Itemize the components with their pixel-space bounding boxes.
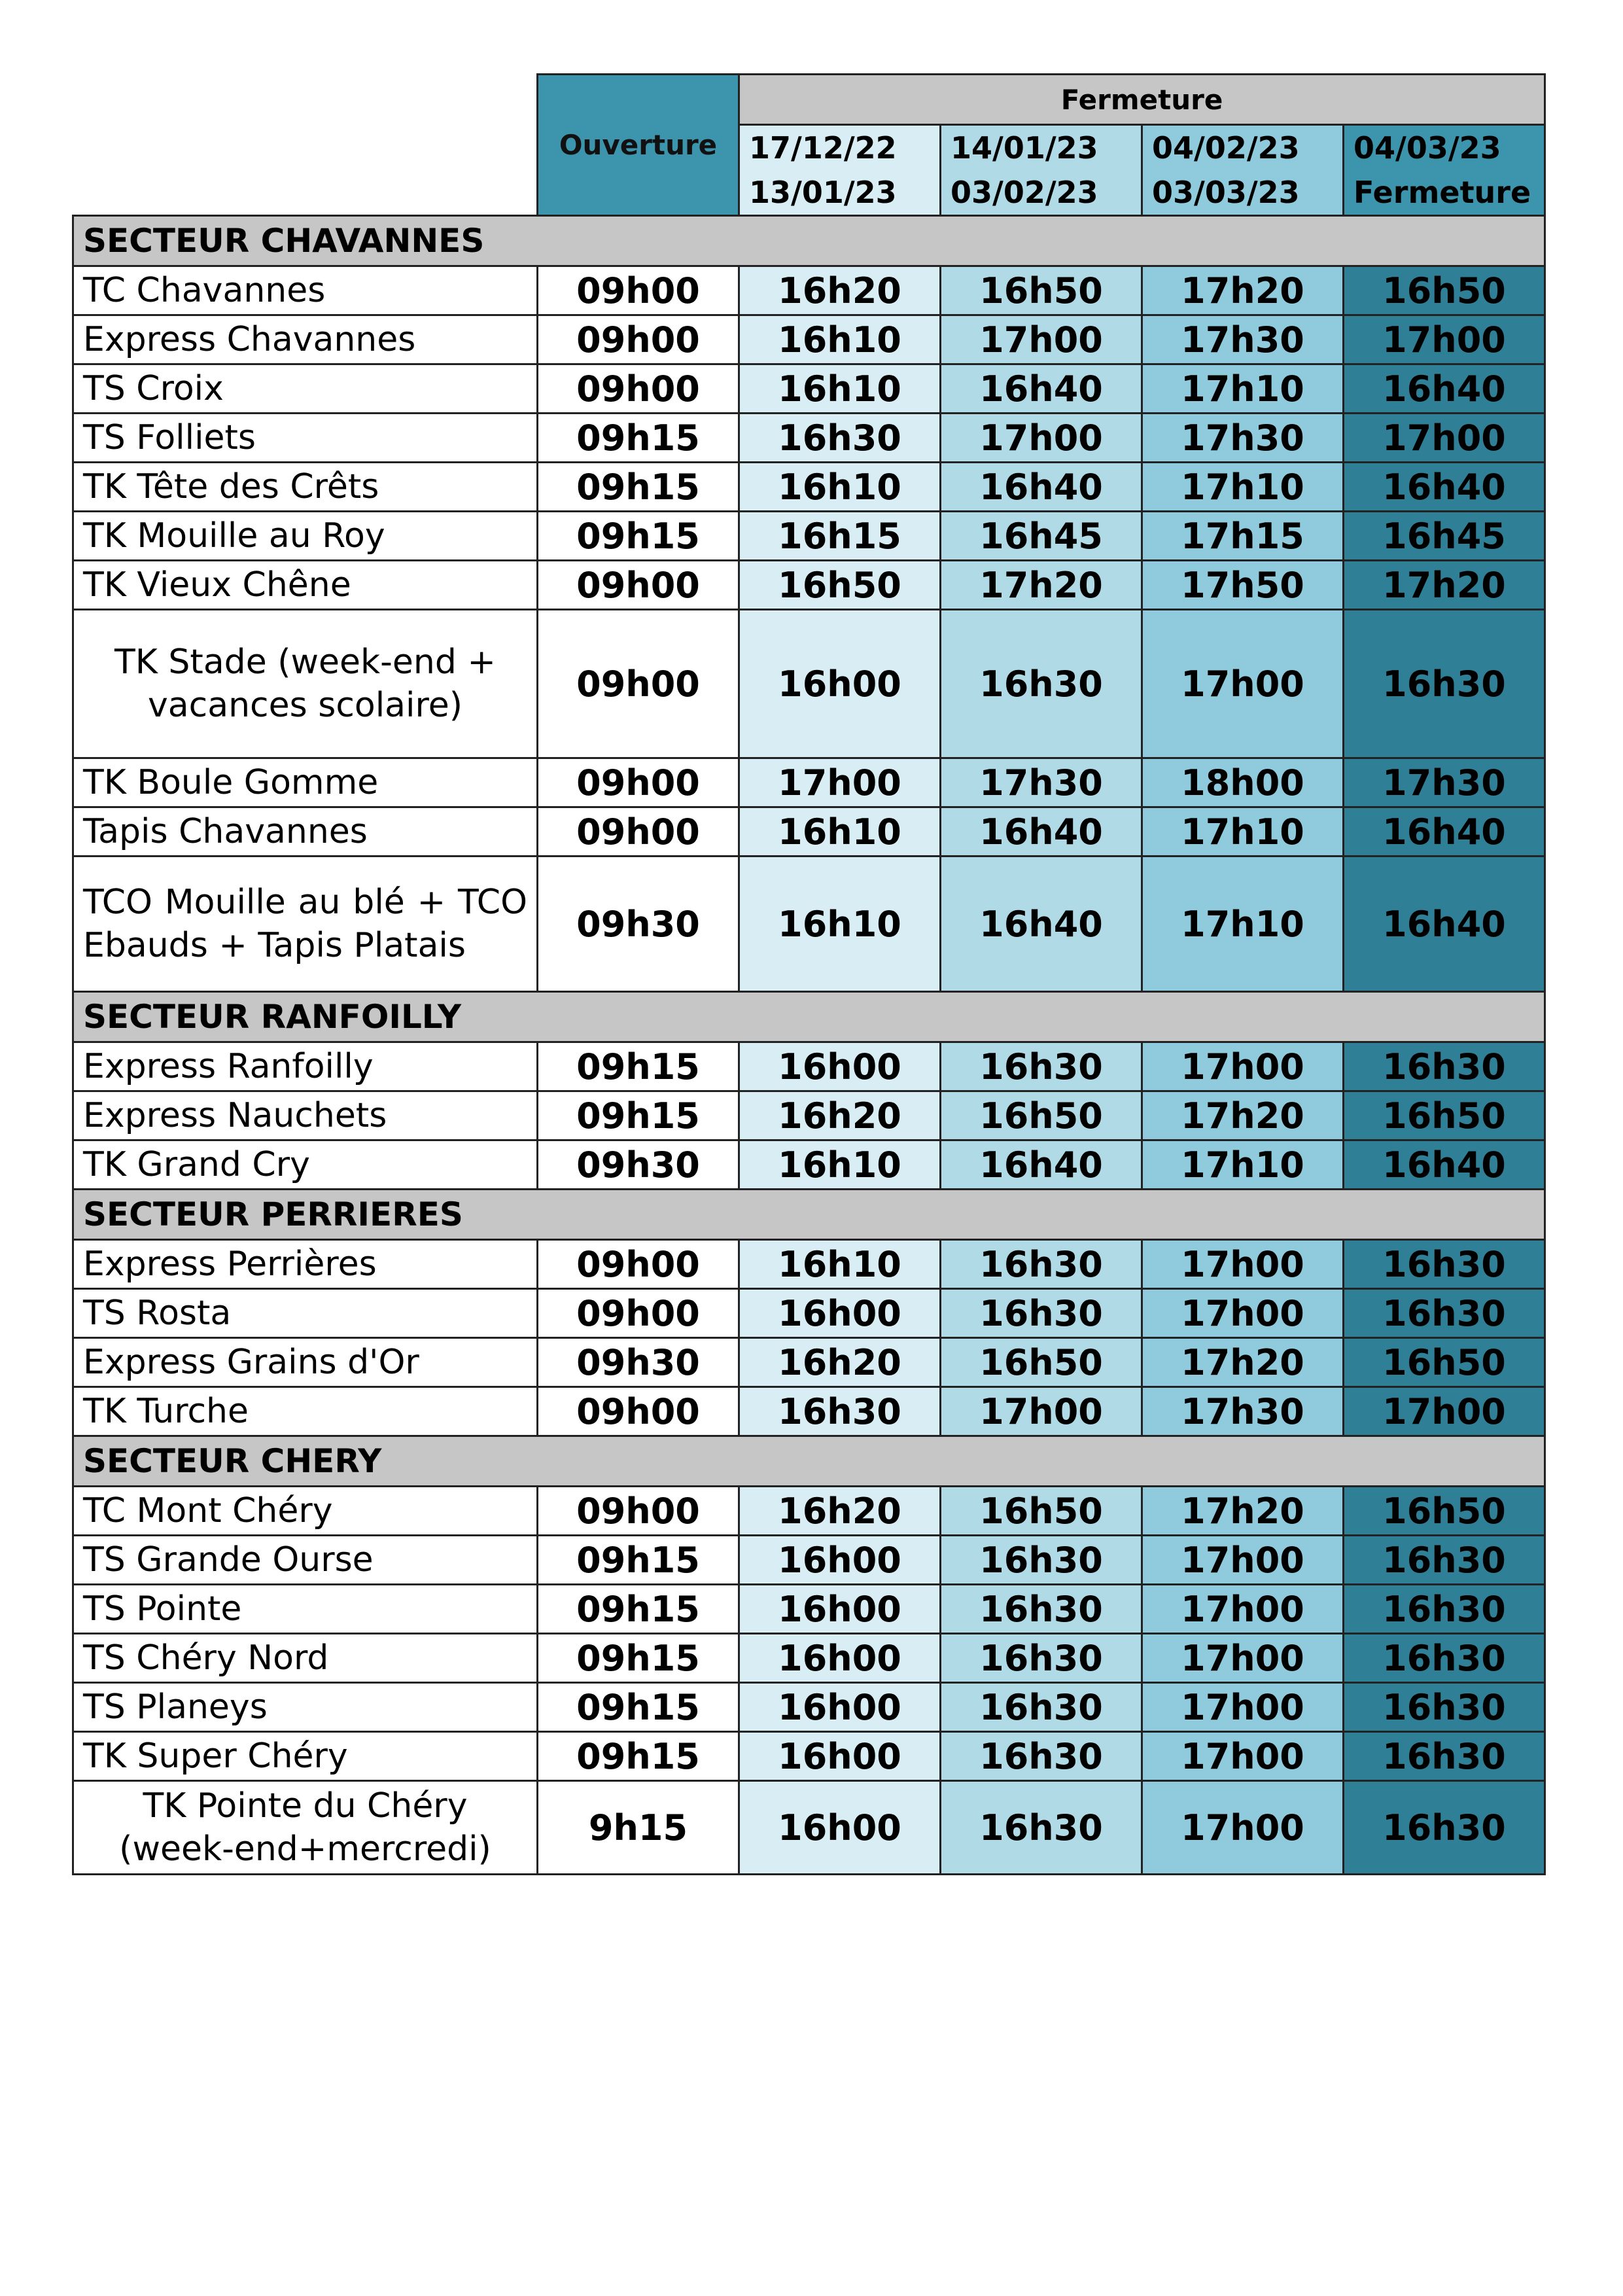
opening-time: 09h30: [538, 1338, 739, 1387]
sector-row: [73, 1190, 1545, 1240]
table-row: [73, 610, 1545, 758]
table-row: [73, 1781, 1545, 1875]
closing-time-3: 17h00: [1142, 610, 1344, 758]
closing-time-2: 16h50: [941, 1487, 1142, 1536]
sector-title: SECTEUR RANFOILLY: [73, 992, 1545, 1042]
closing-time-2: 17h00: [941, 1387, 1142, 1436]
closing-time-4: 16h30: [1344, 1240, 1545, 1289]
opening-time: 09h00: [538, 266, 739, 315]
period-to: 03/02/23: [951, 175, 1098, 210]
opening-time: 09h15: [538, 1634, 739, 1683]
closing-time-2: 16h40: [941, 364, 1142, 414]
closing-time-1: 16h00: [739, 1634, 941, 1683]
table-row: [73, 1140, 1545, 1190]
period-to: 03/03/23: [1152, 175, 1300, 210]
closing-time-4: 16h30: [1344, 1781, 1545, 1875]
closing-time-3: 17h10: [1142, 463, 1344, 512]
closing-time-2: 16h45: [941, 512, 1142, 561]
lift-name: TS Folliets: [73, 414, 538, 463]
closing-time-1: 16h00: [739, 1536, 941, 1585]
closing-time-3: 17h20: [1142, 1091, 1344, 1140]
closing-time-1: 16h20: [739, 266, 941, 315]
sector-title: SECTEUR CHAVANNES: [73, 216, 1545, 266]
closing-time-1: 16h00: [739, 1732, 941, 1781]
opening-time: 09h15: [538, 1585, 739, 1634]
opening-time: 09h30: [538, 857, 739, 992]
closing-time-3: 17h00: [1142, 1781, 1344, 1875]
closing-time-2: 16h30: [941, 610, 1142, 758]
lift-name: Express Nauchets: [73, 1091, 538, 1140]
closing-time-3: 17h00: [1142, 1240, 1344, 1289]
closing-time-1: 16h15: [739, 512, 941, 561]
closing-time-2: 16h40: [941, 1140, 1142, 1190]
closing-time-2: 16h30: [941, 1289, 1142, 1338]
closing-time-1: 16h20: [739, 1487, 941, 1536]
lift-name: TK Grand Cry: [73, 1140, 538, 1190]
opening-time: 09h00: [538, 610, 739, 758]
opening-time: 09h00: [538, 1289, 739, 1338]
closing-time-4: 16h30: [1344, 1585, 1545, 1634]
opening-time: 09h15: [538, 414, 739, 463]
lift-name: TK Tête des Crêts: [73, 463, 538, 512]
closing-time-1: 16h10: [739, 807, 941, 857]
closing-time-3: 17h30: [1142, 315, 1344, 364]
closing-time-4: 16h40: [1344, 807, 1545, 857]
closing-time-3: 17h30: [1142, 414, 1344, 463]
closing-time-2: 16h30: [941, 1732, 1142, 1781]
closing-time-3: 17h00: [1142, 1683, 1344, 1732]
closing-time-3: 17h10: [1142, 1140, 1344, 1190]
closing-time-1: 16h30: [739, 1387, 941, 1436]
lift-name: TK Vieux Chêne: [73, 561, 538, 610]
table-row: [73, 857, 1545, 992]
table-row: [73, 758, 1545, 807]
period-header-1: [739, 125, 941, 216]
closing-time-4: 16h30: [1344, 1634, 1545, 1683]
sector-row: [73, 1436, 1545, 1487]
closing-time-4: 16h50: [1344, 266, 1545, 315]
lift-name: TS Rosta: [73, 1289, 538, 1338]
closing-time-4: 17h20: [1344, 561, 1545, 610]
closing-time-3: 17h00: [1142, 1042, 1344, 1091]
opening-time: 09h00: [538, 561, 739, 610]
opening-time: 09h00: [538, 1240, 739, 1289]
table-row: [73, 1487, 1545, 1536]
closing-time-2: 16h30: [941, 1042, 1142, 1091]
lift-name: TC Mont Chéry: [73, 1487, 538, 1536]
closing-time-2: 16h30: [941, 1634, 1142, 1683]
lift-name: TC Chavannes: [73, 266, 538, 315]
lift-name: Express Perrières: [73, 1240, 538, 1289]
closing-time-1: 16h10: [739, 857, 941, 992]
closing-time-3: 17h10: [1142, 807, 1344, 857]
closing-time-1: 16h20: [739, 1338, 941, 1387]
closing-time-2: 17h20: [941, 561, 1142, 610]
lift-name: TS Planeys: [73, 1683, 538, 1732]
opening-time: 09h15: [538, 1091, 739, 1140]
opening-time: 09h15: [538, 1732, 739, 1781]
sector-title: SECTEUR PERRIERES: [73, 1190, 1545, 1240]
period-from: 04/02/23: [1152, 130, 1300, 166]
closing-time-4: 17h00: [1344, 315, 1545, 364]
lift-name: Express Chavannes: [73, 315, 538, 364]
closing-time-4: 16h30: [1344, 1683, 1545, 1732]
opening-time: 09h00: [538, 758, 739, 807]
lift-name: TCO Mouille au blé + TCO Ebauds + Tapis Platais: [73, 857, 538, 992]
table-row: [73, 1387, 1545, 1436]
closing-time-4: 17h30: [1344, 758, 1545, 807]
opening-time: 09h15: [538, 463, 739, 512]
closing-time-2: 16h50: [941, 1091, 1142, 1140]
schedule-body: [73, 216, 1545, 1875]
table-row: [73, 1634, 1545, 1683]
closing-time-4: 17h00: [1344, 1387, 1545, 1436]
closing-time-1: 16h10: [739, 315, 941, 364]
lift-name: TS Pointe: [73, 1585, 538, 1634]
closing-time-4: 16h50: [1344, 1091, 1545, 1140]
closing-time-2: 16h30: [941, 1781, 1142, 1875]
closing-time-1: 16h10: [739, 364, 941, 414]
period-from: 14/01/23: [951, 130, 1098, 166]
table-row: [73, 1091, 1545, 1140]
lift-name: Express Ranfoilly: [73, 1042, 538, 1091]
closing-time-1: 16h00: [739, 610, 941, 758]
table-row: [73, 807, 1545, 857]
lift-name: TK Boule Gomme: [73, 758, 538, 807]
closing-time-3: 17h20: [1142, 266, 1344, 315]
closing-time-3: 17h00: [1142, 1536, 1344, 1585]
opening-time: 09h30: [538, 1140, 739, 1190]
period-from: 04/03/23: [1353, 130, 1501, 166]
closing-time-4: 16h30: [1344, 1042, 1545, 1091]
closing-time-1: 16h50: [739, 561, 941, 610]
table-row: [73, 1240, 1545, 1289]
table-row: [73, 512, 1545, 561]
sector-row: [73, 992, 1545, 1042]
lift-name: TK Stade (week-end + vacances scolaire): [73, 610, 538, 758]
opening-time: 09h00: [538, 364, 739, 414]
closing-time-4: 16h40: [1344, 1140, 1545, 1190]
period-to: Fermeture: [1353, 175, 1531, 210]
table-row: [73, 1585, 1545, 1634]
lift-name: TS Croix: [73, 364, 538, 414]
closing-time-2: 16h40: [941, 463, 1142, 512]
closing-time-1: 16h10: [739, 1140, 941, 1190]
table-row: [73, 463, 1545, 512]
lift-name: TK Turche: [73, 1387, 538, 1436]
lift-name: TK Mouille au Roy: [73, 512, 538, 561]
lift-name: TS Grande Ourse: [73, 1536, 538, 1585]
closing-time-1: 16h00: [739, 1289, 941, 1338]
table-row: [73, 1042, 1545, 1091]
closing-time-3: 17h20: [1142, 1487, 1344, 1536]
lift-name: TK Pointe du Chéry (week-end+mercredi): [73, 1781, 538, 1875]
closing-time-2: 16h30: [941, 1683, 1142, 1732]
closing-time-2: 17h00: [941, 315, 1142, 364]
period-header-3: [1142, 125, 1344, 216]
closing-time-4: 17h00: [1344, 414, 1545, 463]
closing-time-3: 17h00: [1142, 1634, 1344, 1683]
opening-time: 09h15: [538, 512, 739, 561]
table-row: [73, 414, 1545, 463]
opening-time: 09h15: [538, 1042, 739, 1091]
closing-time-4: 16h50: [1344, 1338, 1545, 1387]
closing-time-4: 16h45: [1344, 512, 1545, 561]
lift-name: TK Super Chéry: [73, 1732, 538, 1781]
closing-time-1: 16h00: [739, 1585, 941, 1634]
header-corner: [73, 75, 538, 216]
closing-time-1: 16h10: [739, 1240, 941, 1289]
lift-name: Express Grains d'Or: [73, 1338, 538, 1387]
closing-time-3: 17h00: [1142, 1732, 1344, 1781]
closing-time-1: 16h10: [739, 463, 941, 512]
opening-time: 09h00: [538, 1387, 739, 1436]
closing-time-4: 16h50: [1344, 1487, 1545, 1536]
closing-time-2: 16h30: [941, 1240, 1142, 1289]
opening-time: 9h15: [538, 1781, 739, 1875]
opening-time: 09h00: [538, 807, 739, 857]
opening-time: 09h15: [538, 1683, 739, 1732]
closing-time-3: 17h50: [1142, 561, 1344, 610]
lift-name: Tapis Chavannes: [73, 807, 538, 857]
period-to: 13/01/23: [749, 175, 897, 210]
opening-time: 09h00: [538, 315, 739, 364]
closing-time-3: 17h10: [1142, 364, 1344, 414]
opening-time: 09h00: [538, 1487, 739, 1536]
table-row: [73, 1732, 1545, 1781]
closing-time-2: 16h40: [941, 807, 1142, 857]
table-row: [73, 1683, 1545, 1732]
closing-header: Fermeture: [739, 75, 1545, 125]
lift-schedule-table: [72, 73, 1546, 1875]
closing-time-4: 16h30: [1344, 1536, 1545, 1585]
sector-row: [73, 216, 1545, 266]
closing-time-3: 18h00: [1142, 758, 1344, 807]
closing-time-4: 16h30: [1344, 610, 1545, 758]
closing-time-2: 16h30: [941, 1585, 1142, 1634]
closing-time-3: 17h20: [1142, 1338, 1344, 1387]
closing-time-2: 16h50: [941, 1338, 1142, 1387]
lift-name: TS Chéry Nord: [73, 1634, 538, 1683]
opening-time: 09h15: [538, 1536, 739, 1585]
closing-time-1: 16h00: [739, 1683, 941, 1732]
closing-time-4: 16h40: [1344, 463, 1545, 512]
closing-time-4: 16h30: [1344, 1732, 1545, 1781]
closing-time-2: 16h50: [941, 266, 1142, 315]
closing-time-3: 17h10: [1142, 857, 1344, 992]
table-row: [73, 315, 1545, 364]
closing-time-3: 17h00: [1142, 1289, 1344, 1338]
closing-time-4: 16h40: [1344, 857, 1545, 992]
period-from: 17/12/22: [749, 130, 897, 166]
table-row: [73, 266, 1545, 315]
closing-time-2: 17h00: [941, 414, 1142, 463]
closing-time-4: 16h30: [1344, 1289, 1545, 1338]
closing-time-3: 17h00: [1142, 1585, 1344, 1634]
period-header-4: [1344, 125, 1545, 216]
closing-time-4: 16h40: [1344, 364, 1545, 414]
closing-time-1: 16h30: [739, 414, 941, 463]
closing-time-1: 16h20: [739, 1091, 941, 1140]
opening-header: Ouverture: [538, 75, 739, 216]
period-header-2: [941, 125, 1142, 216]
table-row: [73, 364, 1545, 414]
table-row: [73, 1289, 1545, 1338]
closing-time-2: 16h40: [941, 857, 1142, 992]
closing-time-1: 17h00: [739, 758, 941, 807]
table-row: [73, 1536, 1545, 1585]
closing-time-2: 17h30: [941, 758, 1142, 807]
closing-time-3: 17h15: [1142, 512, 1344, 561]
closing-time-2: 16h30: [941, 1536, 1142, 1585]
table-row: [73, 1338, 1545, 1387]
sector-title: SECTEUR CHERY: [73, 1436, 1545, 1487]
closing-time-1: 16h00: [739, 1042, 941, 1091]
table-row: [73, 561, 1545, 610]
closing-time-3: 17h30: [1142, 1387, 1344, 1436]
closing-time-1: 16h00: [739, 1781, 941, 1875]
